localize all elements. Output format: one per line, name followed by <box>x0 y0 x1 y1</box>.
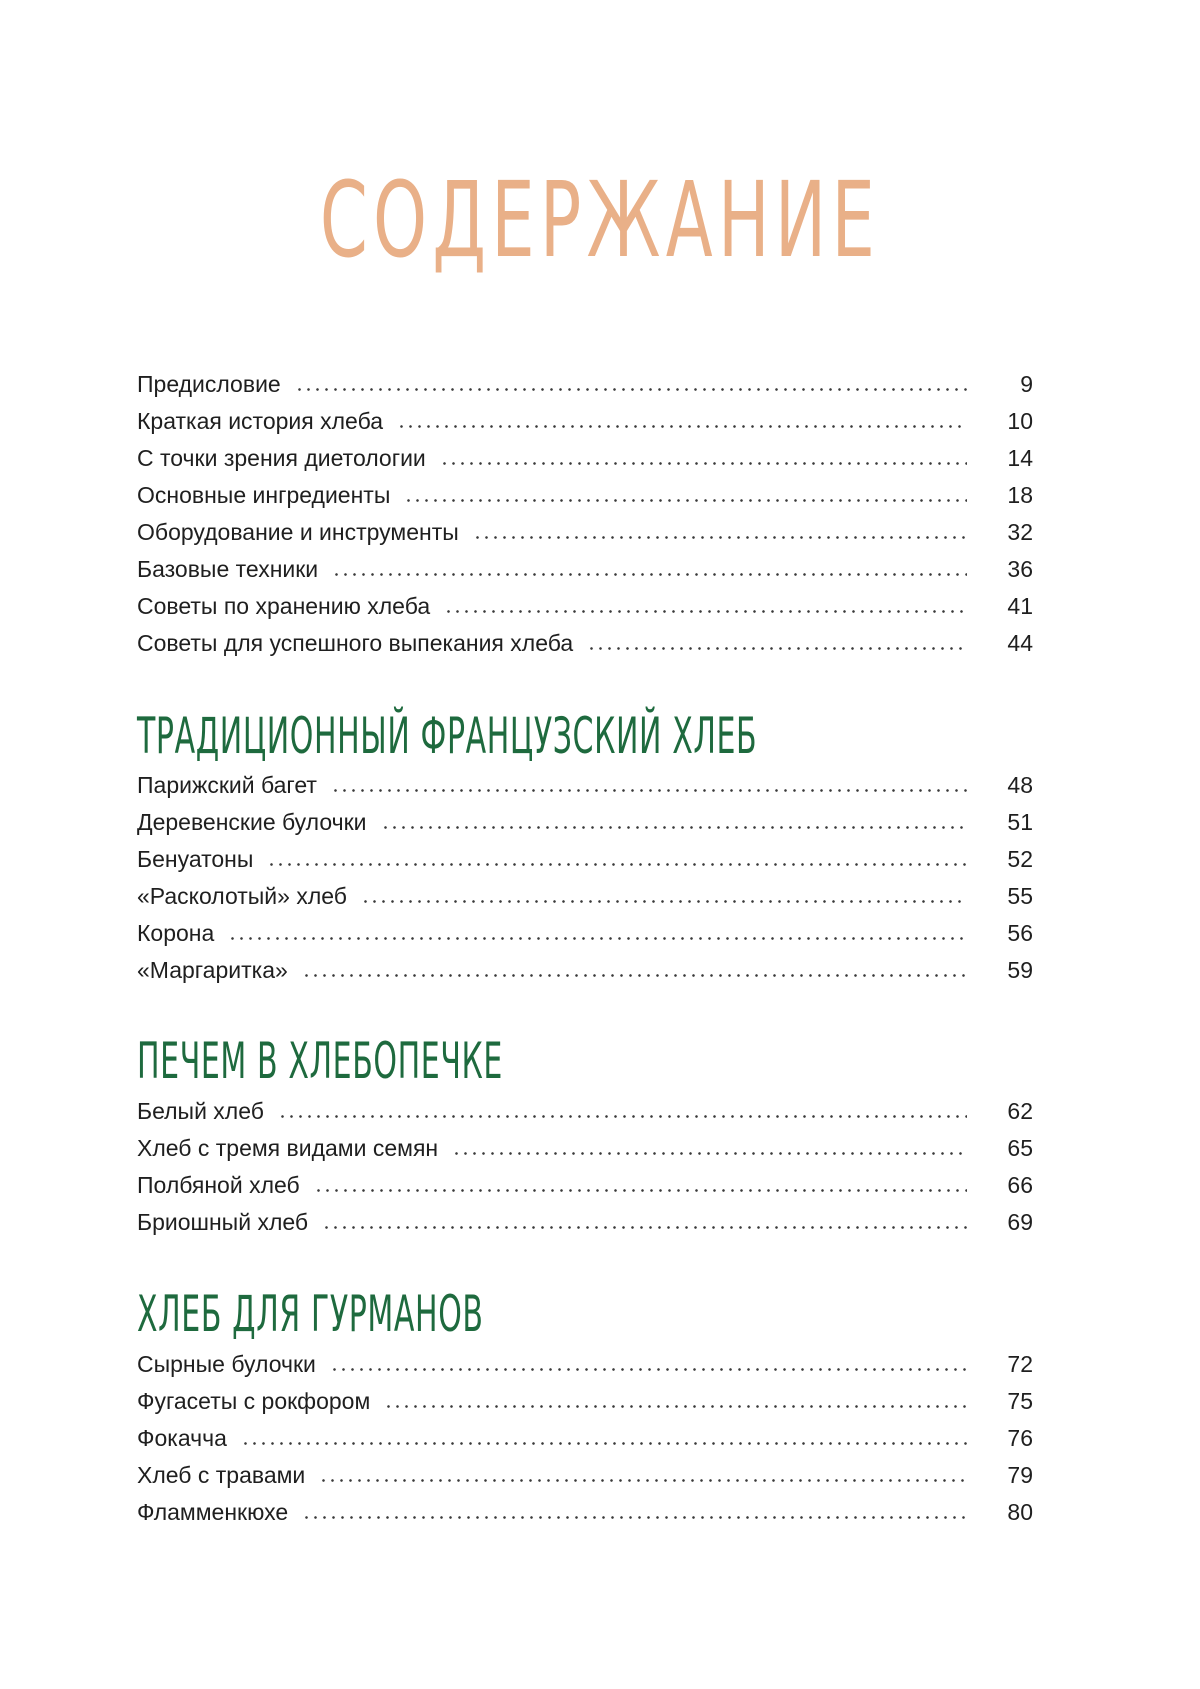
dot-leader <box>241 1442 967 1445</box>
toc-entry-label: Полбяной хлеб <box>137 1172 300 1198</box>
dot-leader <box>319 1479 967 1482</box>
toc-entry-page: 44 <box>1007 630 1033 656</box>
toc-section-list <box>137 767 1033 989</box>
dot-leader <box>331 789 967 792</box>
toc-entry-page: 80 <box>1007 1499 1033 1525</box>
toc-entry[interactable] <box>137 1420 1033 1457</box>
toc-entry-page: 36 <box>1007 556 1033 582</box>
toc-entry-page: 66 <box>1007 1172 1033 1198</box>
toc-entry-label: Бенуатоны <box>137 846 254 872</box>
toc-entry[interactable] <box>137 403 1033 440</box>
toc-entry-label: «Маргаритка» <box>137 957 288 983</box>
toc-entry-page: 52 <box>1007 846 1033 872</box>
toc-entry[interactable] <box>137 440 1033 477</box>
toc-entry-page: 72 <box>1007 1351 1033 1377</box>
toc-entry[interactable] <box>137 841 1033 878</box>
toc-entry[interactable] <box>137 1346 1033 1383</box>
dot-leader <box>384 1405 967 1408</box>
toc-entry[interactable] <box>137 1204 1033 1241</box>
dot-leader <box>295 388 967 391</box>
toc-entry-page: 59 <box>1007 957 1033 983</box>
toc-entry[interactable] <box>137 804 1033 841</box>
toc-entry-label: Парижский багет <box>137 772 317 798</box>
dot-leader <box>267 863 967 866</box>
toc-entry[interactable] <box>137 1167 1033 1204</box>
toc-entry[interactable] <box>137 625 1033 662</box>
toc-entry-label: Советы по хранению хлеба <box>137 593 431 619</box>
toc-entry[interactable] <box>137 588 1033 625</box>
toc-entry-page: 10 <box>1007 408 1033 434</box>
toc-entry-label: Краткая история хлеба <box>137 408 384 434</box>
dot-leader <box>444 610 967 613</box>
dot-leader <box>397 425 967 428</box>
toc-entry-page: 69 <box>1007 1209 1033 1235</box>
toc-entry-page: 56 <box>1007 920 1033 946</box>
section-title-gourmet-bread: ХЛЕБ ДЛЯ ГУРМАНОВ <box>137 1285 484 1343</box>
toc-entry-page: 79 <box>1007 1462 1033 1488</box>
dot-leader <box>404 499 967 502</box>
toc-entry[interactable] <box>137 1130 1033 1167</box>
toc-section-list <box>137 1093 1033 1241</box>
toc-entry[interactable] <box>137 366 1033 403</box>
toc-entry[interactable] <box>137 477 1033 514</box>
toc-intro-list <box>137 366 1033 662</box>
dot-leader <box>302 974 967 977</box>
toc-entry[interactable] <box>137 767 1033 804</box>
dot-leader <box>278 1115 967 1118</box>
toc-entry-label: Фламменкюхе <box>137 1499 289 1525</box>
toc-entry-page: 41 <box>1007 593 1033 619</box>
toc-entry-page: 51 <box>1007 809 1033 835</box>
toc-entry-page: 55 <box>1007 883 1033 909</box>
toc-entry[interactable] <box>137 514 1033 551</box>
toc-entry-label: Деревенские булочки <box>137 809 367 835</box>
section-title-french-bread: ТРАДИЦИОННЫЙ ФРАНЦУЗСКИЙ ХЛЕБ <box>137 707 758 765</box>
toc-section-list <box>137 1346 1033 1531</box>
toc-entry-page: 18 <box>1007 482 1033 508</box>
toc-entry[interactable] <box>137 1093 1033 1130</box>
toc-entry-page: 48 <box>1007 772 1033 798</box>
toc-entry[interactable] <box>137 1494 1033 1531</box>
toc-entry[interactable] <box>137 1457 1033 1494</box>
toc-entry-page: 9 <box>1020 371 1033 397</box>
toc-entry-page: 62 <box>1007 1098 1033 1124</box>
dot-leader <box>440 462 967 465</box>
toc-entry-page: 75 <box>1007 1388 1033 1414</box>
toc-entry[interactable] <box>137 551 1033 588</box>
toc-entry-label: С точки зрения диетологии <box>137 445 426 471</box>
toc-entry-page: 65 <box>1007 1135 1033 1161</box>
dot-leader <box>314 1189 967 1192</box>
toc-entry-label: Фугасеты с рокфором <box>137 1388 371 1414</box>
toc-entry-label: «Расколотый» хлеб <box>137 883 347 909</box>
dot-leader <box>330 1368 967 1371</box>
toc-entry[interactable] <box>137 952 1033 989</box>
toc-entry[interactable] <box>137 878 1033 915</box>
toc-entry-label: Оборудование и инструменты <box>137 519 459 545</box>
toc-entry[interactable] <box>137 915 1033 952</box>
toc-entry-label: Основные ингредиенты <box>137 482 391 508</box>
toc-entry-page: 76 <box>1007 1425 1033 1451</box>
dot-leader <box>332 573 967 576</box>
dot-leader <box>473 536 967 539</box>
toc-entry-label: Базовые техники <box>137 556 319 582</box>
dot-leader <box>228 937 967 940</box>
dot-leader <box>302 1516 967 1519</box>
page-title: СОДЕРЖАНИЕ <box>319 159 881 281</box>
toc-entry-label: Корона <box>137 920 215 946</box>
toc-entry-label: Предисловие <box>137 371 281 397</box>
toc-entry[interactable] <box>137 1383 1033 1420</box>
dot-leader <box>381 826 967 829</box>
toc-entry-label: Хлеб с травами <box>137 1462 306 1488</box>
toc-entry-label: Хлеб с тремя видами семян <box>137 1135 439 1161</box>
toc-entry-label: Сырные булочки <box>137 1351 316 1377</box>
dot-leader <box>322 1226 967 1229</box>
dot-leader <box>452 1152 967 1155</box>
toc-entry-label: Белый хлеб <box>137 1098 264 1124</box>
dot-leader <box>361 900 967 903</box>
toc-entry-label: Фокачча <box>137 1425 227 1451</box>
toc-entry-label: Бриошный хлеб <box>137 1209 309 1235</box>
dot-leader <box>587 647 967 650</box>
toc-entry-page: 32 <box>1007 519 1033 545</box>
section-title-bread-machine: ПЕЧЕМ В ХЛЕБОПЕЧКЕ <box>137 1032 503 1090</box>
toc-entry-page: 14 <box>1007 445 1033 471</box>
toc-entry-label: Советы для успешного выпекания хлеба <box>137 630 574 656</box>
